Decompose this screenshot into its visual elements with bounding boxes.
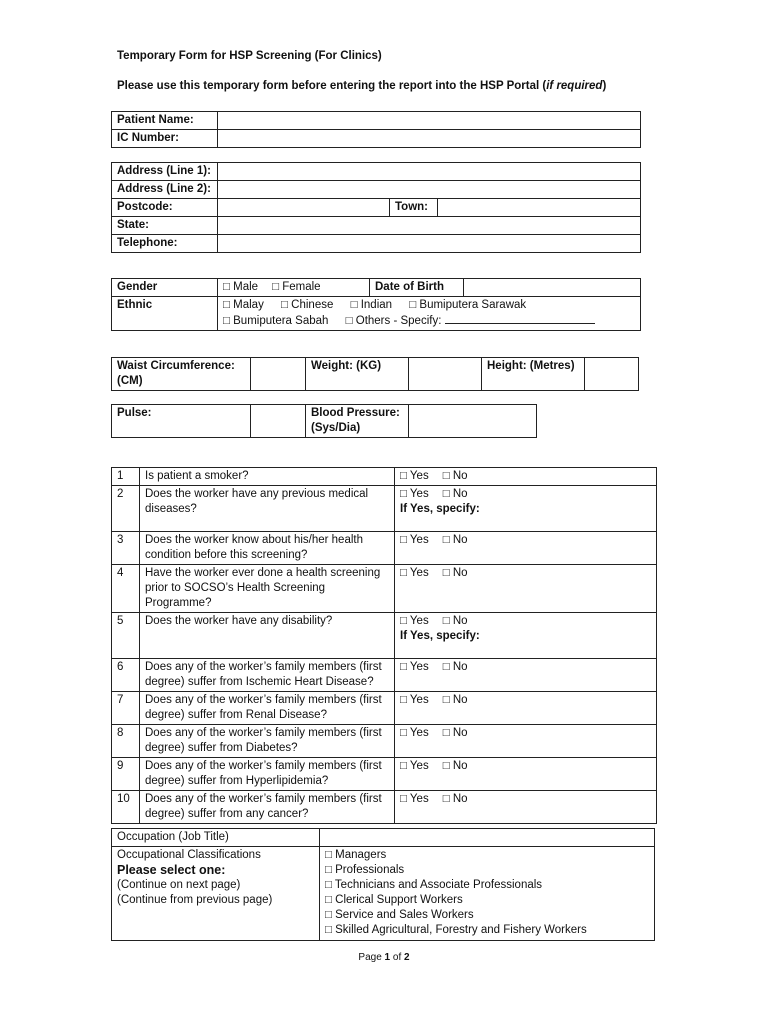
question-answer: [395, 725, 657, 758]
ic-number-label: IC Number:: [112, 130, 218, 148]
subtitle-italic: if required: [546, 80, 603, 92]
question-answer: [395, 532, 657, 565]
class-clerical-checkbox[interactable]: □ Clerical Support Workers: [325, 894, 463, 906]
no-checkbox[interactable]: □ No: [442, 694, 468, 706]
question-answer: [395, 692, 657, 725]
address-line1-label: Address (Line 1):: [112, 163, 218, 181]
question-number: 2: [112, 486, 140, 532]
page-footer: [0, 952, 768, 963]
question-number: 3: [112, 532, 140, 565]
ethnic-indian-checkbox[interactable]: □ Indian: [350, 299, 393, 311]
pulse-label: Pulse:: [112, 405, 251, 438]
yes-checkbox[interactable]: □ Yes: [400, 727, 429, 739]
yes-checkbox[interactable]: □ Yes: [400, 615, 429, 627]
no-checkbox[interactable]: □ No: [442, 567, 468, 579]
yes-checkbox[interactable]: □ Yes: [400, 793, 429, 805]
class-managers-checkbox[interactable]: □ Managers: [325, 849, 387, 861]
demographics-table: [111, 278, 641, 331]
question-text: Does any of the worker’s family members (first degree) suffer from Hyperlipidemia?: [140, 758, 395, 791]
ethnic-malay-checkbox[interactable]: □ Malay: [223, 299, 264, 311]
question-text: Have the worker ever done a health screening prior to SOCSO’s Health Screening Programme?: [140, 565, 395, 613]
gender-male-checkbox[interactable]: □ Male: [223, 281, 259, 293]
dob-label: Date of Birth: [370, 279, 464, 297]
patient-table: [111, 111, 641, 148]
subtitle-main: Please use this temporary form before entering the report into the HSP Portal (: [117, 80, 547, 92]
patient-name-label: Patient Name:: [112, 112, 218, 130]
bp-label: Blood Pressure: (Sys/Dia): [306, 405, 409, 438]
question-answer: [395, 468, 657, 486]
address-line1-field[interactable]: [218, 163, 641, 181]
weight-label: Weight: (KG): [306, 358, 409, 391]
no-checkbox[interactable]: □ No: [442, 793, 468, 805]
gender-label: Gender: [112, 279, 218, 297]
form-subtitle: [117, 80, 606, 92]
question-answer: [395, 613, 657, 659]
question-text: Does the worker know about his/her health condition before this screening?: [140, 532, 395, 565]
question-number: 1: [112, 468, 140, 486]
question-answer: [395, 565, 657, 613]
question-text: Is patient a smoker?: [140, 468, 395, 486]
ethnic-others-specify-line[interactable]: [445, 313, 595, 324]
question-number: 7: [112, 692, 140, 725]
yes-checkbox[interactable]: □ Yes: [400, 534, 429, 546]
page-prefix: Page: [358, 952, 385, 963]
question-number: 4: [112, 565, 140, 613]
page-number: 1: [384, 952, 391, 963]
address-table: [111, 162, 641, 253]
no-checkbox[interactable]: □ No: [442, 534, 468, 546]
dob-field[interactable]: [464, 279, 641, 297]
ic-number-field[interactable]: [218, 130, 641, 148]
waist-field[interactable]: [251, 358, 306, 391]
class-agricultural-checkbox[interactable]: □ Skilled Agricultural, Forestry and Fishery Workers: [325, 924, 587, 936]
bp-field[interactable]: [409, 405, 537, 438]
question-text: Does any of the worker’s family members (first degree) suffer from any cancer?: [140, 791, 395, 824]
specify-label: If Yes, specify:: [400, 630, 480, 642]
question-text: Does the worker have any previous medical diseases?: [140, 486, 395, 532]
page-total: 2: [404, 952, 410, 963]
occupation-title-field[interactable]: [320, 829, 655, 847]
question-text: Does any of the worker’s family members (first degree) suffer from Ischemic Heart Disease?: [140, 659, 395, 692]
no-checkbox[interactable]: □ No: [442, 488, 468, 500]
subtitle-end: ): [602, 80, 607, 92]
yes-checkbox[interactable]: □ Yes: [400, 694, 429, 706]
class-technicians-checkbox[interactable]: □ Technicians and Associate Professionals: [325, 879, 543, 891]
no-checkbox[interactable]: □ No: [442, 470, 468, 482]
weight-field[interactable]: [409, 358, 482, 391]
address-line2-field[interactable]: [218, 181, 641, 199]
question-answer: [395, 758, 657, 791]
page-mid: of: [390, 952, 405, 963]
question-answer: [395, 659, 657, 692]
yes-checkbox[interactable]: □ Yes: [400, 488, 429, 500]
postcode-label: Postcode:: [112, 199, 218, 217]
form-title: Temporary Form for HSP Screening (For Clinics): [117, 50, 382, 62]
measurements-table: [111, 357, 639, 391]
patient-name-field[interactable]: [218, 112, 641, 130]
state-label: State:: [112, 217, 218, 235]
question-answer: [395, 791, 657, 824]
height-field[interactable]: [585, 358, 639, 391]
gender-female-checkbox[interactable]: □ Female: [272, 281, 321, 293]
class-professionals-checkbox[interactable]: □ Professionals: [325, 864, 405, 876]
no-checkbox[interactable]: □ No: [442, 727, 468, 739]
questions-table: [111, 467, 657, 824]
ethnic-bumiputera-sabah-checkbox[interactable]: □ Bumiputera Sabah: [223, 315, 329, 327]
question-text: Does the worker have any disability?: [140, 613, 395, 659]
yes-checkbox[interactable]: □ Yes: [400, 470, 429, 482]
town-field[interactable]: [438, 199, 641, 217]
town-label: Town:: [390, 199, 438, 217]
class-service-sales-checkbox[interactable]: □ Service and Sales Workers: [325, 909, 474, 921]
state-field[interactable]: [218, 217, 641, 235]
question-number: 10: [112, 791, 140, 824]
address-line2-label: Address (Line 2):: [112, 181, 218, 199]
no-checkbox[interactable]: □ No: [442, 760, 468, 772]
gender-options: [218, 279, 370, 297]
question-number: 6: [112, 659, 140, 692]
ethnic-label: Ethnic: [112, 297, 218, 331]
yes-checkbox[interactable]: □ Yes: [400, 567, 429, 579]
ethnic-bumiputera-sarawak-checkbox[interactable]: □ Bumiputera Sarawak: [409, 299, 527, 311]
no-checkbox[interactable]: □ No: [442, 661, 468, 673]
vitals-table: [111, 404, 537, 438]
question-text: Does any of the worker’s family members (first degree) suffer from Diabetes?: [140, 725, 395, 758]
question-answer: [395, 486, 657, 532]
occupation-class-label: Occupational Classifications: [117, 849, 261, 861]
telephone-label: Telephone:: [112, 235, 218, 253]
question-number: 8: [112, 725, 140, 758]
no-checkbox[interactable]: □ No: [442, 615, 468, 627]
continue-next-note: (Continue on next page): [117, 879, 241, 891]
yes-checkbox[interactable]: □ Yes: [400, 661, 429, 673]
occupation-class-options: [320, 847, 655, 941]
postcode-field[interactable]: [218, 199, 390, 217]
occupation-table: [111, 828, 655, 941]
telephone-field[interactable]: [218, 235, 641, 253]
occupation-class-cell: [112, 847, 320, 941]
ethnic-options: [218, 297, 641, 331]
specify-label: If Yes, specify:: [400, 503, 480, 515]
question-number: 5: [112, 613, 140, 659]
question-number: 9: [112, 758, 140, 791]
question-text: Does any of the worker’s family members (first degree) suffer from Renal Disease?: [140, 692, 395, 725]
pulse-field[interactable]: [251, 405, 306, 438]
yes-checkbox[interactable]: □ Yes: [400, 760, 429, 772]
height-label: Height: (Metres): [482, 358, 585, 391]
select-one-label: Please select one:: [117, 863, 226, 877]
waist-label: Waist Circumference: (CM): [112, 358, 251, 391]
occupation-title-label: Occupation (Job Title): [112, 829, 320, 847]
ethnic-others-checkbox[interactable]: □ Others - Specify:: [345, 315, 442, 327]
ethnic-chinese-checkbox[interactable]: □ Chinese: [281, 299, 334, 311]
continue-prev-note: (Continue from previous page): [117, 894, 273, 906]
